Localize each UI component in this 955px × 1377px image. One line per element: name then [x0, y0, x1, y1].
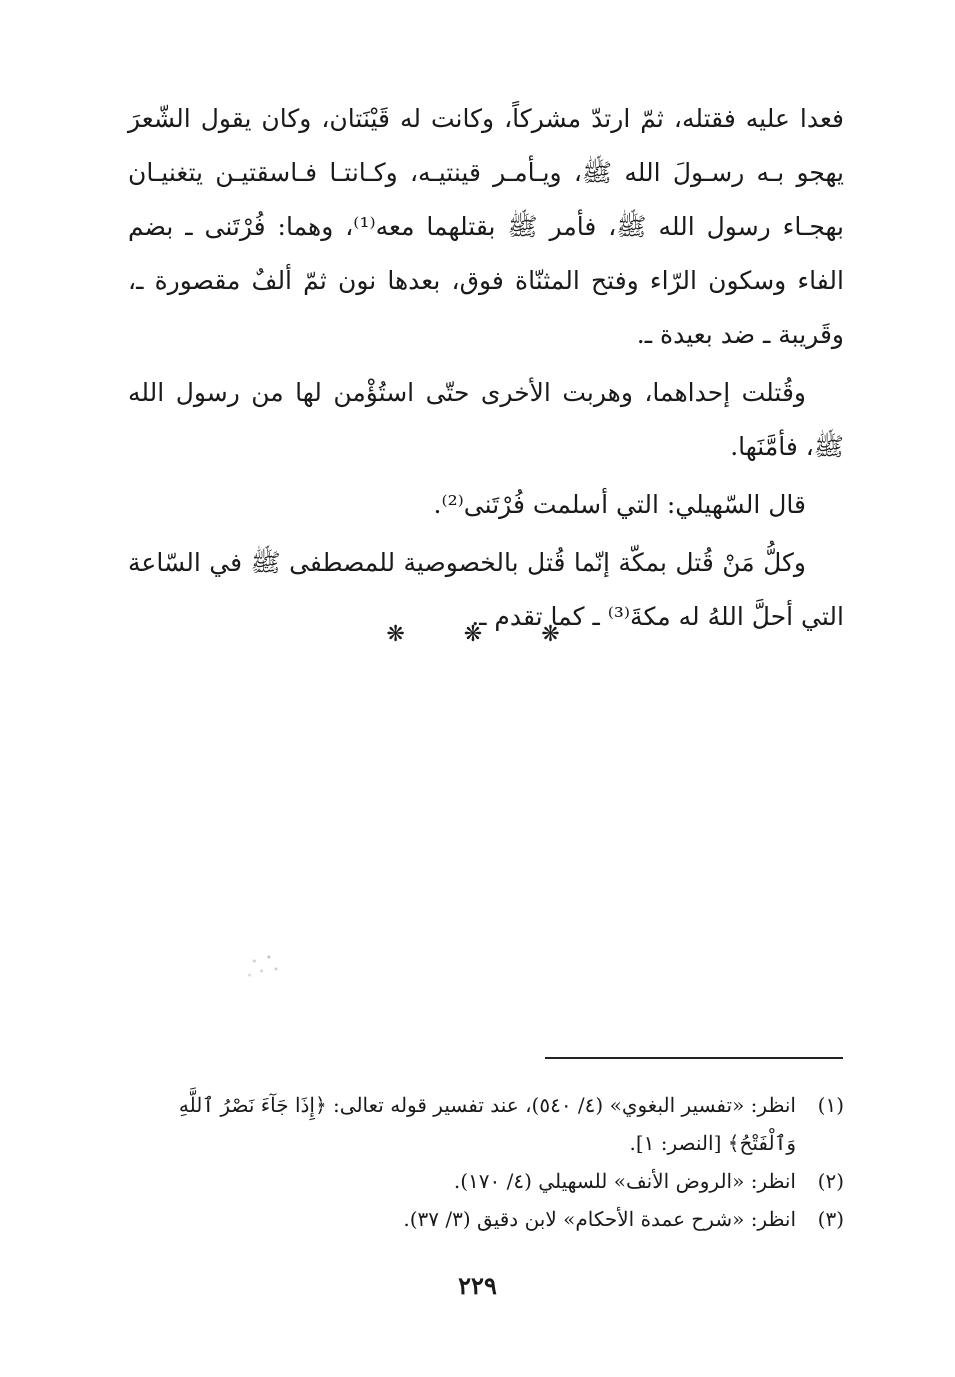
footnote-1	[128, 1086, 844, 1162]
paragraph-2: وقُتلت إحداهما، وهربت الأخرى حتّى استُؤْمن لها من رسول الله ﷺ، فأمَّنَها.	[128, 378, 844, 461]
footnote-text: انظر: «شرح عمدة الأحكام» لابن دقيق (٣/ ٣٧).	[403, 1207, 796, 1231]
page-number: ٢٢٩	[458, 1271, 497, 1300]
scan-smudge	[240, 945, 288, 985]
paragraph-3: قال السّهيلي: التي أسلمت فُرْتَنى⁽²⁾.	[433, 490, 806, 519]
footnote-number: (٣)	[817, 1207, 844, 1231]
main-text	[128, 92, 844, 648]
footnote-divider	[545, 1057, 843, 1059]
footnotes	[128, 1086, 844, 1238]
footnote-3	[128, 1200, 844, 1238]
footnote-number: (٢)	[817, 1169, 844, 1193]
section-separator: ❋ ❋ ❋	[386, 622, 586, 647]
footnote-number: (١)	[817, 1093, 844, 1117]
footnote-text: انظر: «تفسير البغوي» (٤/ ٥٤٠)، عند تفسير قوله تعالى: ﴿إِذَا جَآءَ نَصْرُ ٱللَّهِ وَٱلْفَتْحُ﴾ [النصر: ١].	[178, 1093, 796, 1155]
paragraph-1: فعدا عليه فقتله، ثمّ ارتدّ مشركاً، وكانت له قَيْنَتان، وكان يقول الشّعرَ يهجو بـه رسـولَ الله ﷺ، ويـأمـر قينتيـه، وكـانتـا فـاسقتيـن يتغنيـان بهجـاء رسول الله ﷺ، فأمر ﷺ بقتلهما معه⁽¹⁾، وهما: فُرْتَنى ـ بضم الفاء وسكون الرّاء وفتح المثنّاة فوق، بعدها نون ثمّ ألفٌ مقصورة ـ، وقَريبة ـ ضد بعيدة ـ.	[128, 104, 844, 349]
footnote-text: انظر: «الروض الأنف» للسهيلي (٤/ ١٧٠).	[453, 1169, 796, 1193]
footnote-2	[128, 1162, 844, 1200]
paragraph-4: وكلُّ مَنْ قُتل بمكّة إنّما قُتل بالخصوصية للمصطفى ﷺ في السّاعة التي أحلَّ اللهُ له مكةَ⁽³⁾ ـ كما تقدم ـ.	[128, 548, 844, 631]
